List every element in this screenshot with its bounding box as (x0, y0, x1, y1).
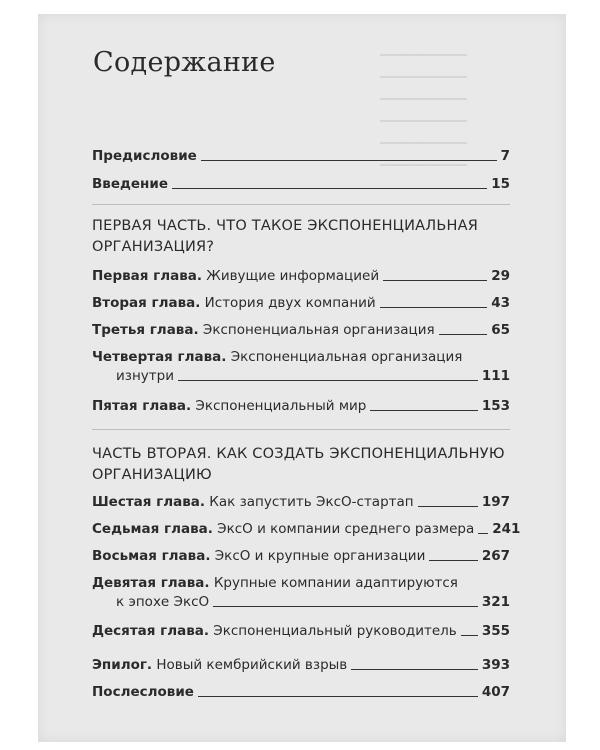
page-number: 29 (491, 268, 510, 284)
toc-entry-preface[interactable] (92, 147, 510, 165)
toc-entry-afterword[interactable] (92, 683, 510, 701)
page-number: 407 (481, 684, 510, 700)
entry-label: Послесловие (92, 684, 194, 700)
leader-line (383, 280, 487, 281)
leader-line (172, 188, 487, 189)
part-heading-line: ПЕРВАЯ ЧАСТЬ. ЧТО ТАКОЕ ЭКСПОНЕНЦИАЛЬНАЯ (92, 218, 479, 234)
chapter-number: Эпилог. (92, 657, 153, 673)
page-number: 197 (481, 494, 510, 510)
chapter-title: Экспоненциальный мир (195, 398, 367, 414)
page-number: 43 (491, 295, 510, 311)
page-number: 241 (492, 521, 521, 537)
toc-entry-chapter-10[interactable] (92, 622, 510, 640)
toc-entry-chapter-6[interactable] (92, 493, 510, 511)
leader-line (418, 506, 478, 507)
entry-label: Предисловие (92, 148, 197, 164)
chapter-title: ЭксО и компании среднего размера (217, 521, 475, 537)
chapter-title: Экспоненциальный руководитель (213, 623, 457, 639)
toc-entry-chapter-7[interactable] (92, 520, 521, 538)
chapter-number: Шестая глава. (92, 494, 205, 510)
leader-line (380, 307, 488, 308)
leader-line (198, 696, 478, 697)
part-heading-line: ЧАСТЬ ВТОРАЯ. КАК СОЗДАТЬ ЭКСПОНЕНЦИАЛЬНУЮ (92, 446, 505, 462)
chapter-number: Пятая глава. (92, 398, 192, 414)
toc-entry-chapter-9[interactable] (92, 574, 510, 611)
page-number: 355 (481, 623, 510, 639)
toc-entry-chapter-1[interactable] (92, 267, 510, 285)
page-number: 321 (481, 594, 510, 610)
toc-entry-epilogue[interactable] (92, 656, 510, 674)
toc-entry-chapter-4[interactable] (92, 348, 510, 385)
page-number: 111 (481, 368, 510, 384)
chapter-title: Живущие информацией (206, 268, 380, 284)
leader-line (178, 380, 478, 381)
chapter-title: Экспоненциальная организация (202, 322, 435, 338)
part-heading-1 (92, 216, 510, 258)
chapter-title: Новый кембрийский взрыв (156, 657, 348, 673)
toc-entry-chapter-2[interactable] (92, 294, 510, 312)
chapter-title: История двух компаний (204, 295, 376, 311)
page-number: 153 (481, 398, 510, 414)
chapter-number: Восьмая глава. (92, 548, 211, 564)
chapter-number: Девятая глава. (92, 575, 210, 591)
toc-entry-chapter-5[interactable] (92, 397, 510, 415)
chapter-title-continued: изнутри (116, 368, 174, 384)
part-heading-line: ОРГАНИЗАЦИЮ (92, 467, 212, 483)
leader-line (201, 160, 497, 161)
chapter-title: Крупные компании адаптируются (213, 575, 458, 591)
page-number: 267 (481, 548, 510, 564)
page-number: 393 (481, 657, 510, 673)
chapter-number: Седьмая глава. (92, 521, 213, 537)
section-divider (92, 204, 510, 205)
page-title: Содержание (93, 47, 276, 78)
page-number: 65 (491, 322, 510, 338)
part-heading-2 (92, 444, 510, 486)
chapter-number: Четвертая глава. (92, 349, 227, 365)
toc-entry-chapter-3[interactable] (92, 321, 510, 339)
chapter-title: Экспоненциальная организация (230, 349, 463, 365)
chapter-number: Первая глава. (92, 268, 202, 284)
part-heading-line: ОРГАНИЗАЦИЯ? (92, 239, 215, 255)
leader-line (213, 606, 478, 607)
page-number: 7 (500, 148, 510, 164)
section-divider (92, 429, 510, 430)
chapter-number: Третья глава. (92, 322, 199, 338)
leader-line (439, 334, 488, 335)
leader-line (370, 410, 477, 411)
chapter-number: Десятая глава. (92, 623, 209, 639)
entry-label: Введение (92, 176, 168, 192)
chapter-title: Как запустить ЭксО-стартап (209, 494, 414, 510)
book-page (38, 14, 566, 742)
toc-entry-chapter-8[interactable] (92, 547, 510, 565)
leader-line (461, 635, 478, 636)
chapter-number: Вторая глава. (92, 295, 201, 311)
page-number: 15 (491, 176, 510, 192)
show-through-text: ━━━━━━━━━━━━ ━━━━━━━━━━━━ ━━━━━━━━━━━━ ━━━━━━━━━━━━ ━━━━━━━━━━━━ ━━━━━━━━━━━━ (380, 48, 467, 172)
leader-line (351, 669, 478, 670)
leader-line (478, 533, 488, 534)
chapter-title: ЭксО и крупные организации (214, 548, 426, 564)
leader-line (429, 560, 477, 561)
chapter-title-continued: к эпохе ЭксО (116, 594, 210, 610)
toc-entry-introduction[interactable] (92, 175, 510, 193)
